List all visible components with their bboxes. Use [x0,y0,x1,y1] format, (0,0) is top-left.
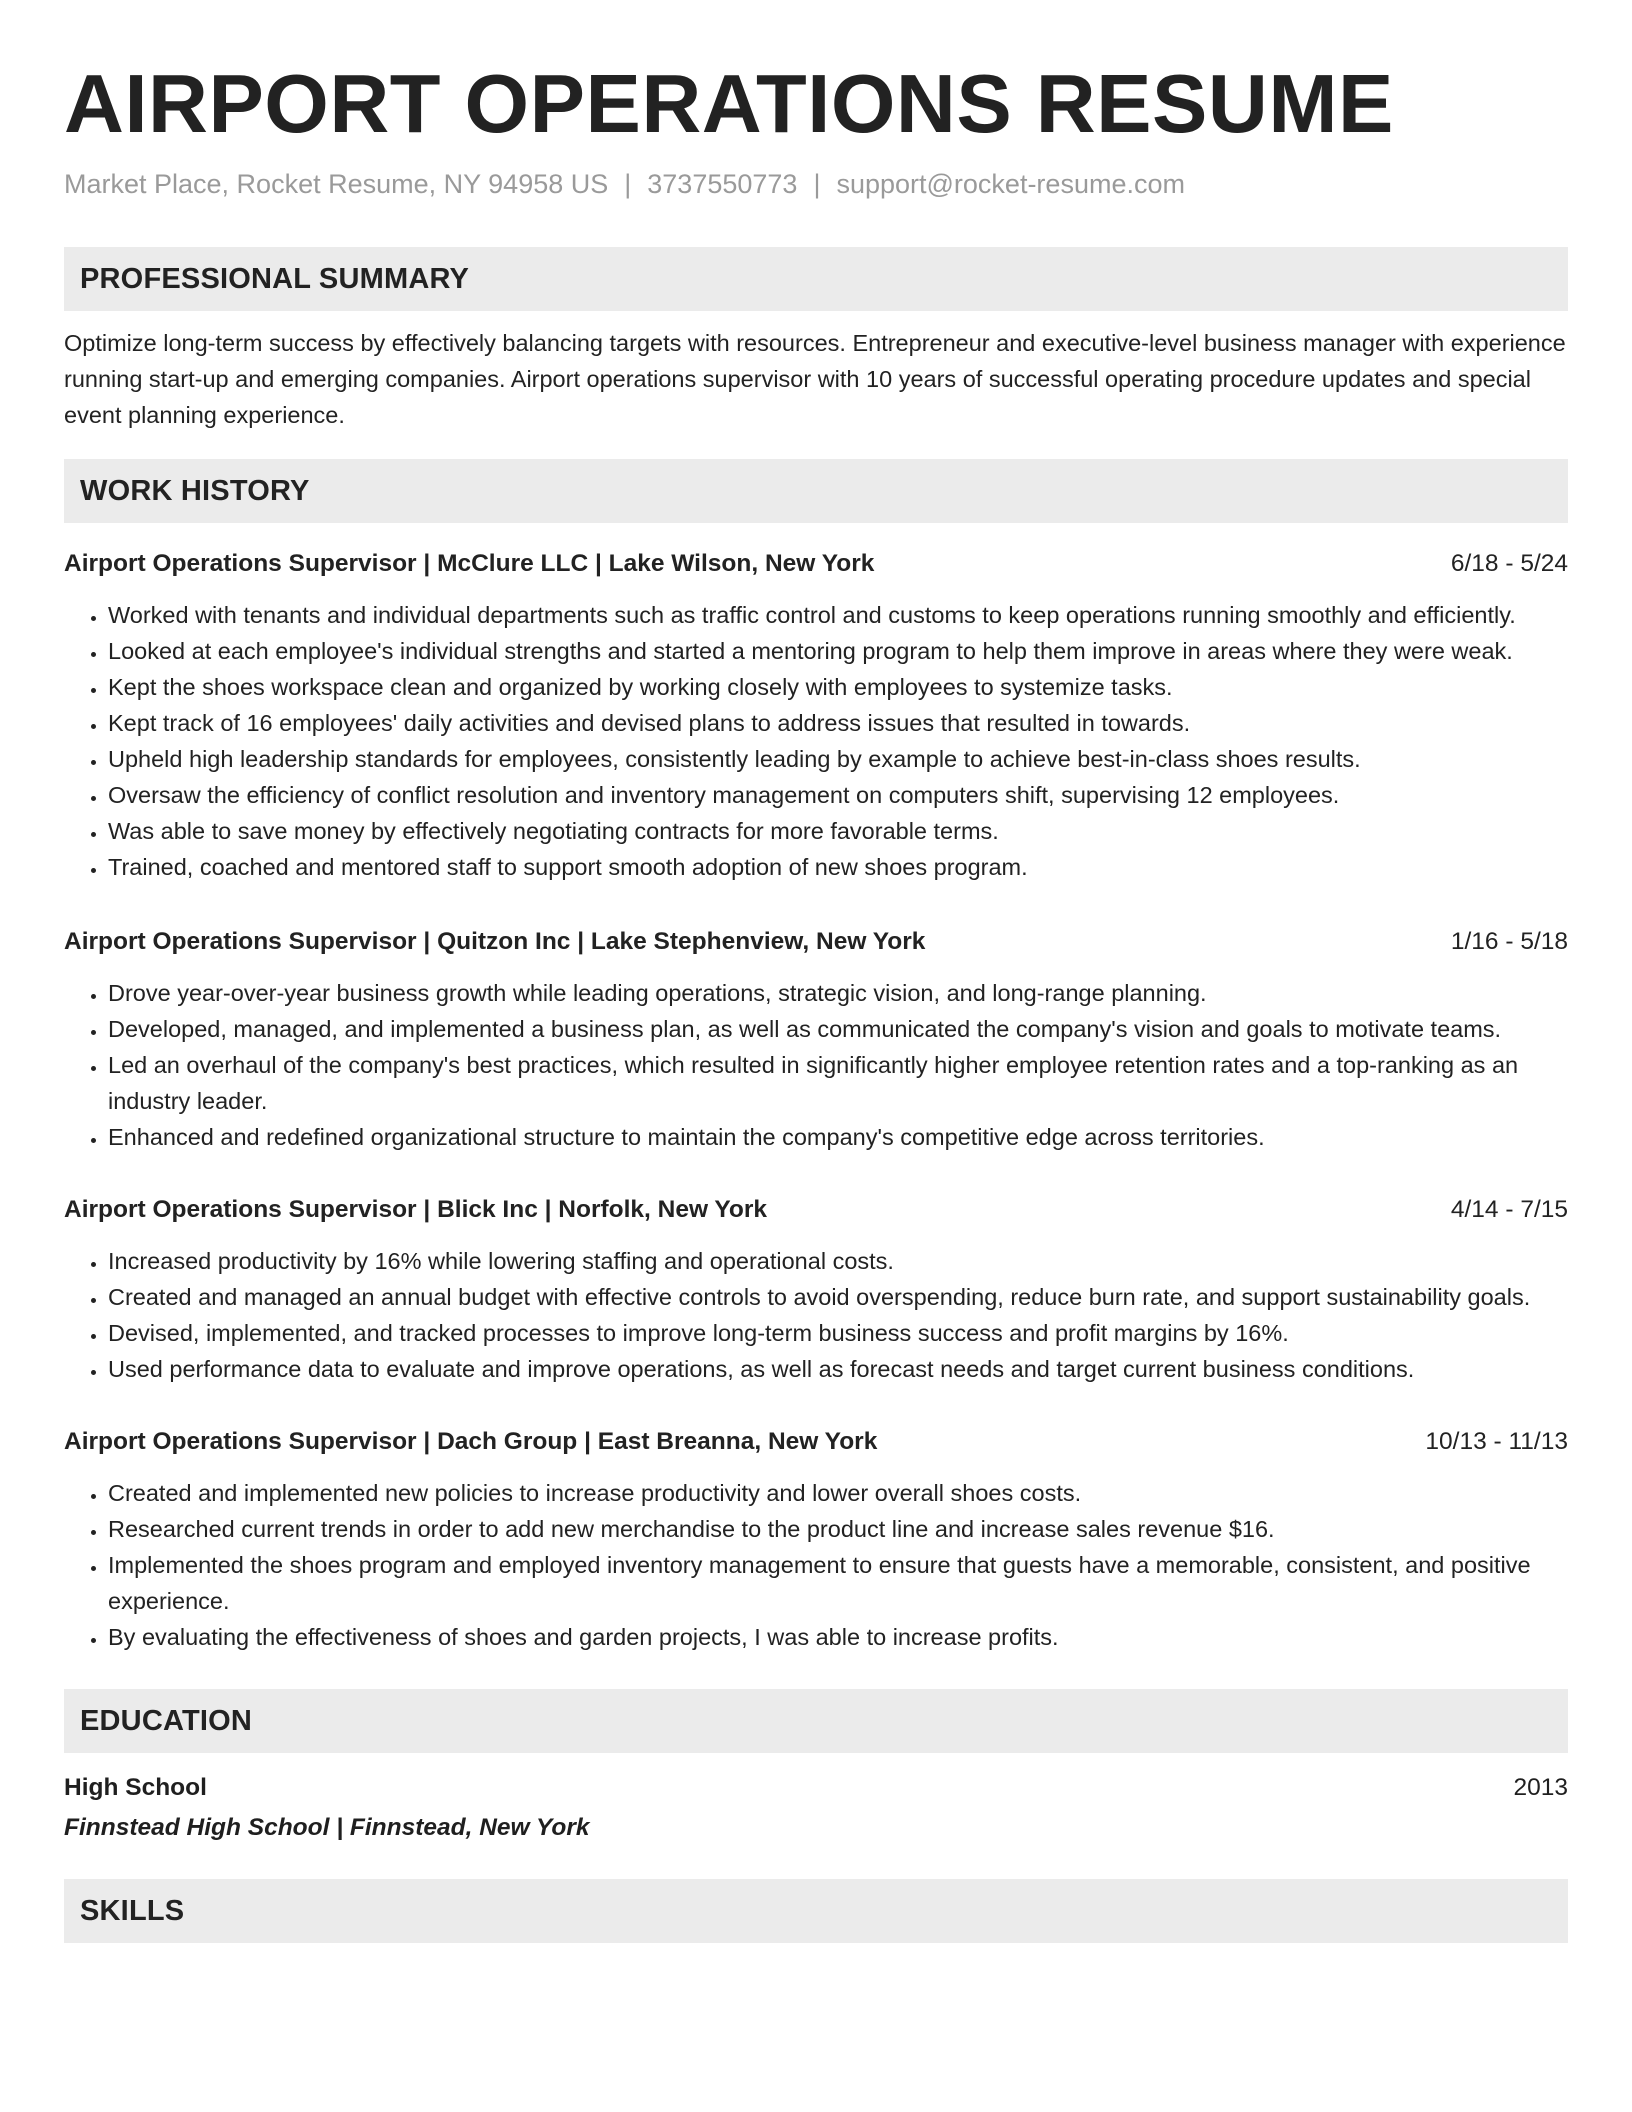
job-header [64,1425,1568,1459]
work-history-list [64,547,1568,1655]
resume-content [64,58,1568,1943]
job-bullet: • Worked with tenants and individual departments such as traffic control and customs to keep operations running smoothly and efficiently. [108,597,1568,633]
job-bullet: • Trained, coached and mentored staff to support smooth adoption of new shoes program. [108,849,1568,885]
job-title: Airport Operations Supervisor | McClure LLC | Lake Wilson, New York [64,550,875,577]
job-bullet: • Created and managed an annual budget with effective controls to avoid overspending, reduce burn rate, and support sustainability goals. [108,1279,1568,1315]
job-bullet-list [64,975,1568,1155]
job-dates: 4/14 - 7/15 [1450,1196,1568,1223]
job-dates: 6/18 - 5/24 [1450,550,1568,577]
job-header [64,925,1568,959]
job-bullet-list [64,1475,1568,1655]
contact-email: support@rocket-resume.com [836,169,1185,199]
job-bullet: • By evaluating the effectiveness of shoes and garden projects, I was able to increase profits. [108,1619,1568,1655]
job-header [64,547,1568,581]
contact-phone: 3737550773 [647,169,798,199]
job-entry [64,547,1568,885]
job-bullet: • Enhanced and redefined organizational structure to maintain the company's competitive edge across territories. [108,1119,1568,1155]
job-bullet: • Oversaw the efficiency of conflict resolution and inventory management on computers shift, supervising 12 employees. [108,777,1568,813]
job-bullet: • Was able to save money by effectively negotiating contracts for more favorable terms. [108,813,1568,849]
summary-text: Optimize long-term success by effectively balancing targets with resources. Entrepreneur and executive-level business manager with experience running start-up and emerging companies. Airport operations supervisor with 10 years of successful operating procedure updates and special event planning experience. [64,330,1566,428]
job-bullet: • Increased productivity by 16% while lowering staffing and operational costs. [108,1243,1568,1279]
section-header-education: EDUCATION [64,1689,1568,1753]
job-bullet: • Implemented the shoes program and employed inventory management to ensure that guests have a memorable, consistent, and positive experience. [108,1547,1568,1619]
job-bullet-list [64,1243,1568,1387]
job-bullet: • Kept the shoes workspace clean and organized by working closely with employees to systemize tasks. [108,669,1568,705]
job-bullet: • Kept track of 16 employees' daily activities and devised plans to address issues that resulted in towards. [108,705,1568,741]
education-school: Finnstead High School | Finnstead, New York [64,1814,590,1841]
job-bullet: • Created and implemented new policies to increase productivity and lower overall shoes costs. [108,1475,1568,1511]
job-dates: 1/16 - 5/18 [1450,928,1568,955]
job-entry [64,1425,1568,1655]
section-header-summary: PROFESSIONAL SUMMARY [64,247,1568,311]
job-bullet: • Looked at each employee's individual strengths and started a mentoring program to help them improve in areas where they were weak. [108,633,1568,669]
job-bullet-list [64,597,1568,885]
job-bullet: • Developed, managed, and implemented a business plan, as well as communicated the company's vision and goals to motivate teams. [108,1011,1568,1047]
contact-separator: | [624,169,632,199]
job-bullet: • Drove year-over-year business growth while leading operations, strategic vision, and long-range planning. [108,975,1568,1011]
job-entry [64,1193,1568,1387]
job-dates: 10/13 - 11/13 [1425,1428,1568,1455]
job-header [64,1193,1568,1227]
contact-separator: | [813,169,821,199]
section-header-skills: SKILLS [64,1879,1568,1943]
job-title: Airport Operations Supervisor | Blick Inc | Norfolk, New York [64,1196,768,1223]
job-bullet: • Upheld high leadership standards for employees, consistently leading by example to achieve best-in-class shoes results. [108,741,1568,777]
contact-address: Market Place, Rocket Resume, NY 94958 US [64,169,609,199]
section-header-work-history: WORK HISTORY [64,459,1568,523]
education-year: 2013 [1513,1774,1568,1801]
job-title: Airport Operations Supervisor | Quitzon Inc | Lake Stephenview, New York [64,928,926,955]
job-bullet: • Led an overhaul of the company's best practices, which resulted in significantly higher employee retention rates and a top-ranking as an industry leader. [108,1047,1568,1119]
job-bullet: • Used performance data to evaluate and improve operations, as well as forecast needs and target current business conditions. [108,1351,1568,1387]
job-bullet: • Researched current trends in order to add new merchandise to the product line and increase sales revenue $16. [108,1511,1568,1547]
job-entry [64,925,1568,1155]
resume-title: AIRPORT OPERATIONS RESUME [64,57,1394,150]
education-degree: High School [64,1774,207,1801]
job-title: Airport Operations Supervisor | Dach Group | East Breanna, New York [64,1428,878,1455]
contact-line [64,166,1568,202]
job-bullet: • Devised, implemented, and tracked processes to improve long-term business success and profit margins by 16%. [108,1315,1568,1351]
education-entry [64,1771,1568,1805]
